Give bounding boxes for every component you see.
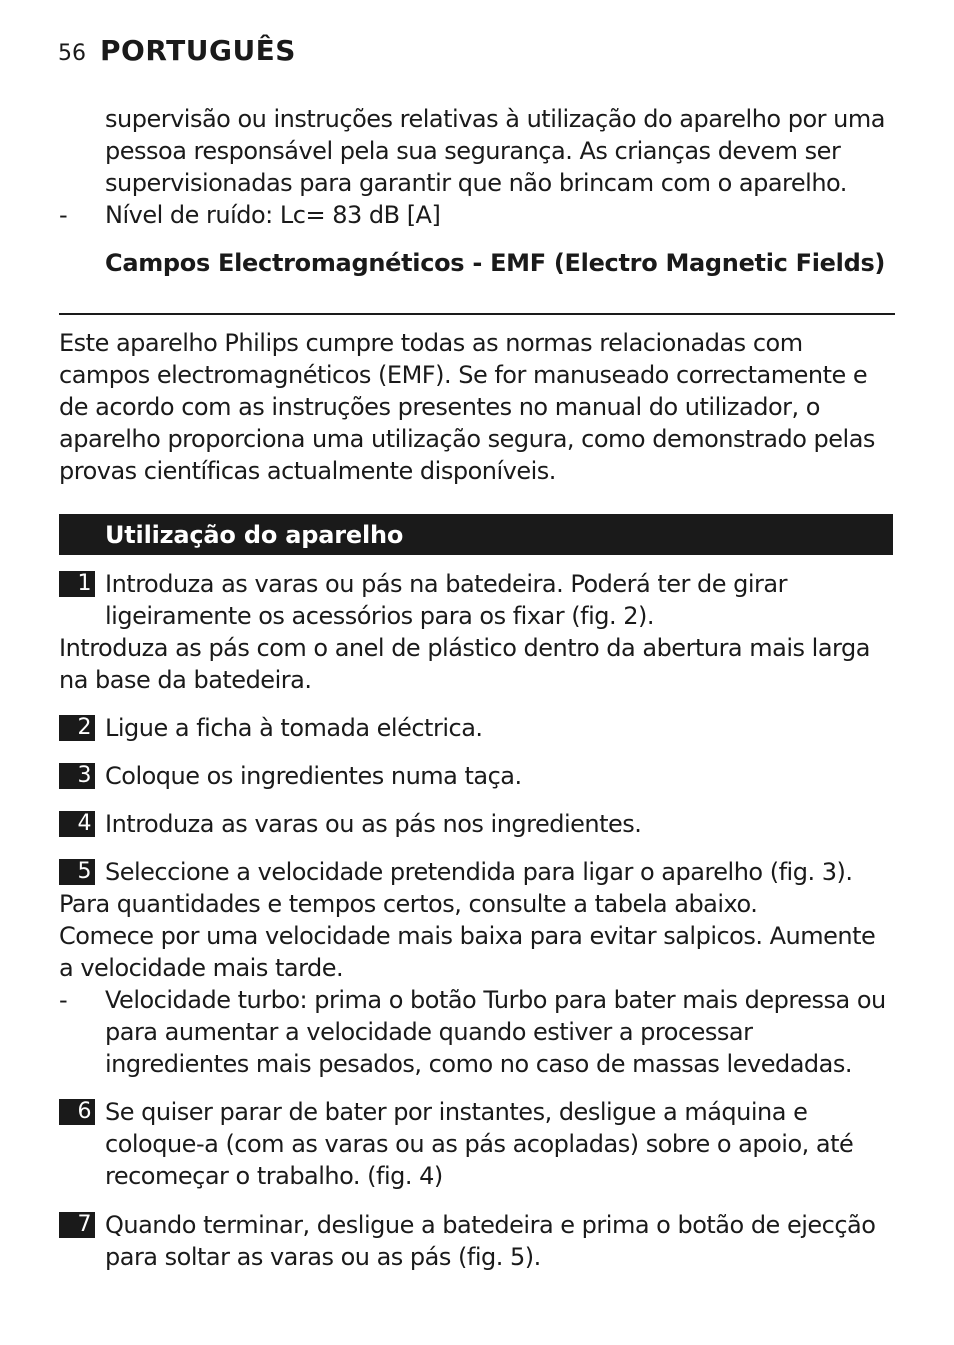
heading-rule bbox=[59, 313, 895, 315]
step-5-note-2: Comece por uma velocidade mais baixa para evitar salpicos. Aumente a velocidade mais tarde. bbox=[59, 922, 876, 982]
page-header bbox=[58, 34, 296, 67]
step-6 bbox=[59, 1096, 895, 1192]
step-number: 5 bbox=[59, 859, 95, 885]
step-number: 4 bbox=[59, 811, 95, 837]
step-text: Ligue a ficha à tomada eléctrica. bbox=[105, 714, 483, 742]
page-number: 56 bbox=[58, 41, 86, 66]
step-5-note-1: Para quantidades e tempos certos, consulte a tabela abaixo. bbox=[59, 890, 758, 918]
section-bar bbox=[59, 514, 893, 555]
step-7 bbox=[59, 1209, 895, 1273]
step-number: 1 bbox=[59, 571, 95, 597]
step-text: Seleccione a velocidade pretendida para ligar o aparelho (fig. 3). bbox=[105, 858, 853, 886]
step-number: 7 bbox=[59, 1212, 95, 1238]
step-number: 6 bbox=[59, 1099, 95, 1125]
step-text: Coloque os ingredientes numa taça. bbox=[105, 762, 522, 790]
step-3 bbox=[59, 760, 895, 792]
step-4 bbox=[59, 808, 895, 840]
step-text: Introduza as varas ou pás na batedeira. Poderá ter de girar ligeiramente os acessórios para os fixar (fig. 2). bbox=[105, 570, 787, 630]
continued-paragraph: supervisão ou instruções relativas à utilização do aparelho por uma pessoa responsável pela sua segurança. As crianças devem ser supervisionadas para garantir que não brincam com o aparelho. bbox=[105, 105, 885, 197]
turbo-text: Velocidade turbo: prima o botão Turbo para bater mais depressa ou para aumentar a velocidade quando estiver a processar ingredientes mais pesados, como no caso de massas levedadas. bbox=[105, 986, 886, 1078]
step-text: Introduza as varas ou as pás nos ingredientes. bbox=[105, 810, 642, 838]
step-2 bbox=[59, 712, 895, 744]
section-title: Utilização do aparelho bbox=[105, 520, 404, 549]
emf-paragraph: Este aparelho Philips cumpre todas as normas relacionadas com campos electromagnéticos (EMF). Se for manuseado correctamente e de acordo com as instruções presentes no manual do utilizador, o aparelho proporciona uma utilização segura, como demonstrado pelas provas científicas actualmente disponíveis. bbox=[59, 329, 875, 485]
step-number: 3 bbox=[59, 763, 95, 789]
step-1-note: Introduza as pás com o anel de plástico dentro da abertura mais larga na base da batedeira. bbox=[59, 634, 870, 694]
dash-marker: - bbox=[59, 986, 68, 1014]
step-text: Se quiser parar de bater por instantes, desligue a máquina e coloque-a (com as varas ou as pás acopladas) sobre o apoio, até recomeçar o trabalho. (fig. 4) bbox=[105, 1098, 854, 1190]
step-5 bbox=[59, 856, 895, 888]
dash-marker: - bbox=[59, 201, 68, 229]
step-text: Quando terminar, desligue a batedeira e prima o botão de ejecção para soltar as varas ou as pás (fig. 5). bbox=[105, 1211, 876, 1271]
noise-level-item bbox=[59, 199, 895, 231]
emf-heading: Campos Electromagnéticos - EMF (Electro Magnetic Fields) bbox=[105, 249, 886, 277]
language-title: PORTUGUÊS bbox=[100, 34, 296, 67]
step-1 bbox=[59, 568, 895, 632]
noise-level-text: Nível de ruído: Lc= 83 dB [A] bbox=[105, 201, 441, 229]
step-number: 2 bbox=[59, 715, 95, 741]
turbo-item bbox=[59, 984, 895, 1080]
